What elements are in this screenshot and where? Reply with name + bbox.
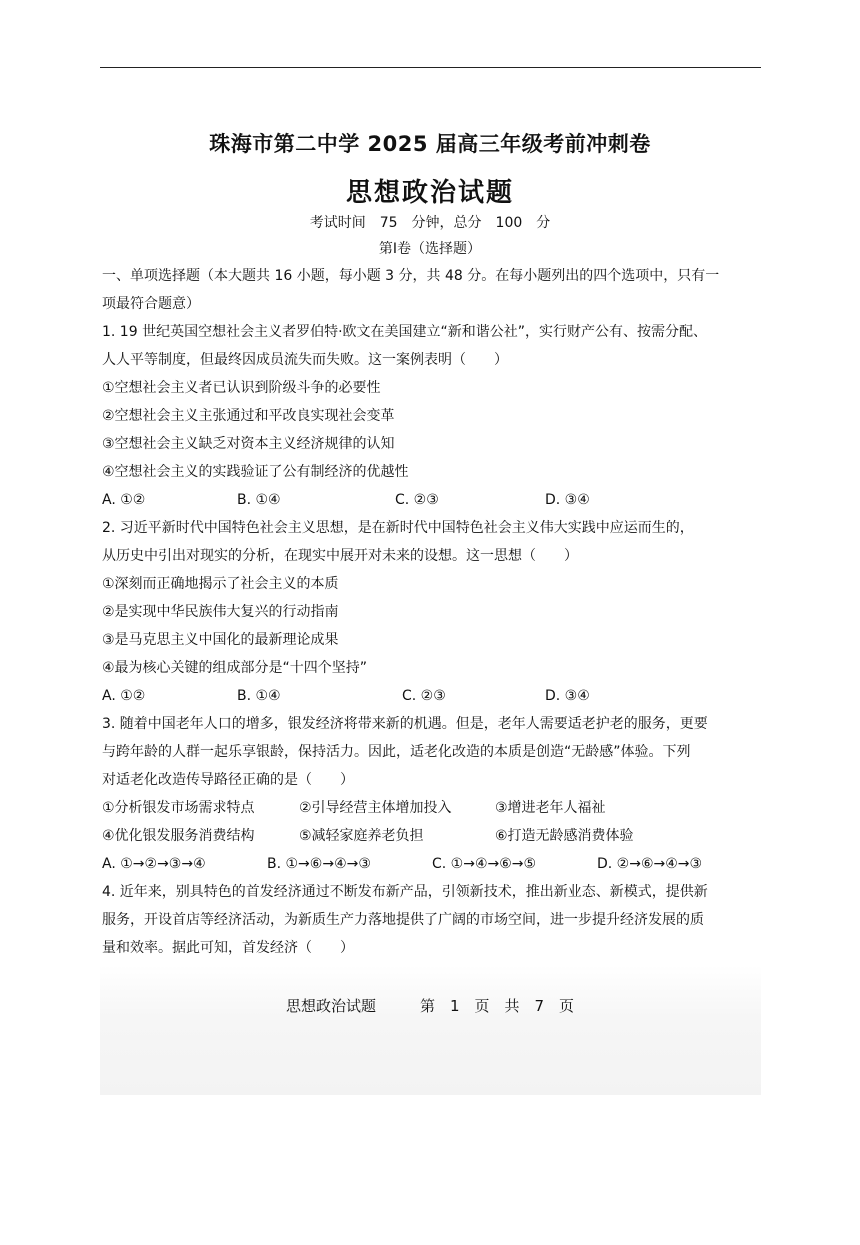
page-bottom-shade: [100, 965, 761, 1095]
answer-options: [102, 850, 762, 878]
statement: ④空想社会主义的实践验证了公有制经济的优越性: [102, 464, 409, 480]
statement: ③空想社会主义缺乏对资本主义经济规律的认知: [102, 436, 395, 452]
statement: ②引导经营主体增加投入: [299, 800, 452, 816]
exam-time-text: 考试时间 75 分钟，总分 100 分: [309, 215, 551, 231]
option-a: A. ①②: [102, 688, 146, 704]
answer-options: [102, 682, 762, 710]
question-stem-line: 服务，开设首店等经济活动，为新质生产力落地提供了广阔的市场空间，进一步提升经济发展的质: [102, 912, 704, 928]
statement: ⑥打造无龄感消费体验: [495, 828, 634, 844]
question-stem-line: 2. 习近平新时代中国特色社会主义思想，是在新时代中国特色社会主义伟大实践中应运而生的，: [102, 520, 694, 536]
option-c: C. ②③: [402, 688, 446, 704]
statement-row: [102, 794, 762, 822]
statement: ④最为核心关键的组成部分是“十四个坚持”: [102, 660, 368, 676]
page-footer: [0, 995, 860, 1016]
section-heading-line: 一、单项选择题（本大题共 16 小题，每小题 3 分，共 48 分。在每小题列出的四个选项中，只有一: [102, 268, 720, 284]
question-stem-line: 与跨年龄的人群一起乐享银龄，保持活力。因此，适老化改造的本质是创造“无龄感”体验。下列: [102, 744, 691, 760]
top-rule: [100, 67, 761, 68]
footer-title: 思想政治试题: [285, 997, 376, 1015]
statement: ②是实现中华民族伟大复兴的行动指南: [102, 604, 339, 620]
option-a: A. ①②: [102, 492, 146, 508]
question-stem-line: 对适老化改造传导路径正确的是（ ）: [102, 772, 354, 788]
exam-time-info: [0, 212, 860, 232]
question-2: [102, 514, 762, 710]
statement: ④优化银发服务消费结构: [102, 828, 255, 844]
statement: ①空想社会主义者已认识到阶级斗争的必要性: [102, 380, 381, 396]
statement: ⑤减轻家庭养老负担: [299, 828, 424, 844]
statement: ①分析银发市场需求特点: [102, 800, 255, 816]
question-stem-line: 量和效率。据此可知，首发经济（ ）: [102, 940, 354, 956]
answer-options: [102, 486, 762, 514]
question-body: [102, 262, 762, 962]
option-c: C. ②③: [395, 492, 439, 508]
statement: ①深刻而正确地揭示了社会主义的本质: [102, 576, 339, 592]
section-heading-line: 项最符合题意）: [102, 296, 200, 312]
option-b: B. ①④: [237, 492, 281, 508]
question-stem-line: 人人平等制度，但最终因成员流失而失败。这一案例表明（ ）: [102, 352, 508, 368]
question-stem-line: 1. 19 世纪英国空想社会主义者罗伯特·欧文在美国建立“新和谐公社”，实行财产公有、按需分配、: [102, 324, 708, 340]
footer-page-number: 第 1 页 共 7 页: [419, 997, 575, 1015]
question-4: [102, 878, 762, 962]
statement: ②空想社会主义主张通过和平改良实现社会变革: [102, 408, 395, 424]
option-a: A. ①→②→③→④: [102, 856, 206, 872]
question-stem-line: 4. 近年来，别具特色的首发经济通过不断发布新产品，引领新技术，推出新业态、新模式，提供新: [102, 884, 708, 900]
option-c: C. ①→④→⑥→⑤: [432, 856, 537, 872]
option-d: D. ③④: [545, 688, 590, 704]
part-heading: 第Ⅰ卷（选择题）: [378, 241, 482, 257]
option-d: D. ③④: [545, 492, 590, 508]
statement: ③增进老年人福祉: [495, 800, 606, 816]
statement: ③是马克思主义中国化的最新理论成果: [102, 632, 339, 648]
question-3: [102, 710, 762, 878]
option-b: B. ①→⑥→④→③: [267, 856, 371, 872]
option-d: D. ②→⑥→④→③: [597, 856, 703, 872]
question-stem-line: 3. 随着中国老年人口的增多，银发经济将带来新的机遇。但是，老年人需要适老护老的服务，更要: [102, 716, 708, 732]
question-1: [102, 318, 762, 514]
option-b: B. ①④: [237, 688, 281, 704]
exam-subject-title: 思想政治试题: [345, 178, 514, 208]
exam-title: 珠海市第二中学 2025 届高三年级考前冲刺卷: [209, 132, 651, 156]
statement-row: [102, 822, 762, 850]
question-stem-line: 从历史中引出对现实的分析，在现实中展开对未来的设想。这一思想（ ）: [102, 548, 578, 564]
